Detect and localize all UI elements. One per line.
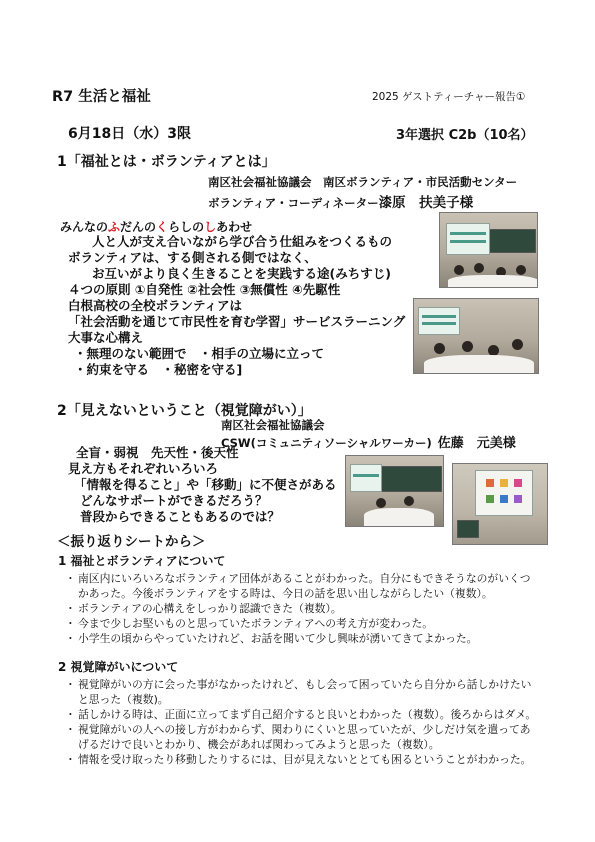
section2-role: CSW(コミュニティソーシャルワーカー) — [221, 436, 432, 450]
s1-line: ・無理のない範囲で ・相手の立場に立って — [74, 346, 325, 361]
list-item: ・ 視覚障がいの人への接し方がわからず、関わりにくいと思っていたが、少しだけ気を遣ってあ — [68, 722, 536, 737]
slogan-accent: く — [156, 220, 169, 234]
list-item: ・ 視覚障がいの方に会った事がなかったけれど、もし会って困っていたら自分から話しかけたい — [68, 677, 536, 692]
list-item: ・ ボランティアの心構えをしっかり認識できた（複数）。 — [68, 601, 531, 616]
slogan-text: だんの — [120, 220, 157, 234]
slogan-accent: ふ — [108, 220, 121, 234]
section1-org: 南区社会福祉協議会 南区ボランティア・市民活動センター — [208, 175, 518, 189]
list-item: ・ 小学生の頃からやっていたけれど、お話を聞いて少し興味が湧いてきてよかった。 — [68, 631, 531, 646]
slogan-text: らしの — [168, 220, 205, 234]
classroom-photo-2 — [413, 298, 539, 374]
list-item: かあった。今後ボランティアをする時は、今日の話を思い出しながらしたい（複数）。 — [78, 587, 493, 600]
slogan-text: あわせ — [216, 220, 253, 234]
review-title: ＜振り返りシートから＞ — [57, 534, 206, 550]
section1-role: ボランティア・コーディネーター — [208, 196, 379, 210]
s2-line: 「情報を得ること」や「移動」に不便さがある — [74, 477, 337, 492]
list-item: ・ 南区内にいろいろなボランティア団体があることがわかった。自分にもできそうなのがいくつ — [68, 571, 531, 586]
review-part1-list — [68, 571, 531, 646]
list-item: ・ 話しかける時は、正面に立ってまず自己紹介すると良いとわかった（複数）。後ろからはダメ。 — [68, 707, 536, 722]
slogan-text: みんなの — [60, 220, 109, 234]
s1-line: 「社会活動を通じて市民性を育む学習」サービスラーニング — [68, 314, 406, 329]
report-label: 2025 ゲストティーチャー報告① — [372, 91, 526, 103]
review-part2-list — [68, 677, 536, 767]
section2-speaker: 佐藤 元美様 — [437, 436, 516, 451]
s1-line: 大事な心構え — [68, 330, 144, 345]
s2-line: 全盲・弱視 先天性・後天性 — [76, 445, 239, 460]
s1-line: ボランティアは、する側される側ではなく、 — [68, 250, 317, 265]
section1-speaker-line — [208, 191, 473, 211]
s2-line: 普段からできることもあるのでは？ — [80, 509, 280, 524]
section1-title: 1「福祉とは・ボランティアとは」 — [57, 154, 276, 170]
class-info: 3年選択 C2b（10名） — [396, 128, 534, 143]
classroom-photo-1 — [439, 212, 538, 288]
section2-speaker-line — [221, 432, 516, 451]
s1-line: 人と人が支え合いながら学び合う仕組みをつくるもの — [92, 234, 393, 249]
section2-org: 南区社会福祉協議会 — [221, 418, 325, 432]
s1-line: ・約束を守る ・秘密を守る] — [74, 362, 243, 377]
s2-line: 見え方もそれぞれいろいろ — [68, 461, 219, 476]
section1-speaker: 漆原 扶美子様 — [378, 195, 474, 211]
review-part1-title: 1 福祉とボランティアについて — [58, 554, 226, 568]
review-part2-title: 2 視覚障がいについて — [58, 660, 179, 674]
list-item: ・ 今まで少しお堅いものと思っていたボランティアへの考え方が変わった。 — [68, 616, 531, 631]
s1-line: 白根高校の全校ボランティアは — [68, 298, 243, 313]
lesson-date: 6月18日（水）3限 — [68, 126, 191, 142]
s1-line: お互いがより良く生きることを実践する途(みちすじ) — [92, 266, 391, 281]
section2-title: 2「見えないということ（視覚障がい）」 — [57, 403, 312, 419]
slogan — [60, 218, 252, 235]
s2-line: どんなサポートができるだろう？ — [80, 493, 268, 508]
classroom-photo-4 — [452, 463, 548, 545]
list-item: げるだけで良いとわかり、機会があれば関わってみようと思った（複数）。 — [78, 738, 440, 751]
course-title: R7 生活と福祉 — [52, 89, 151, 105]
slogan-accent: し — [204, 220, 217, 234]
list-item: ・ 情報を受け取ったり移動したりするには、目が見えないととても困るということがわかった。 — [68, 752, 536, 767]
list-item: と思った（複数)。 — [78, 693, 169, 706]
s1-line: ４つの原則 ①自発性 ②社会性 ③無償性 ④先駆性 — [68, 282, 341, 297]
classroom-photo-3 — [345, 455, 444, 527]
